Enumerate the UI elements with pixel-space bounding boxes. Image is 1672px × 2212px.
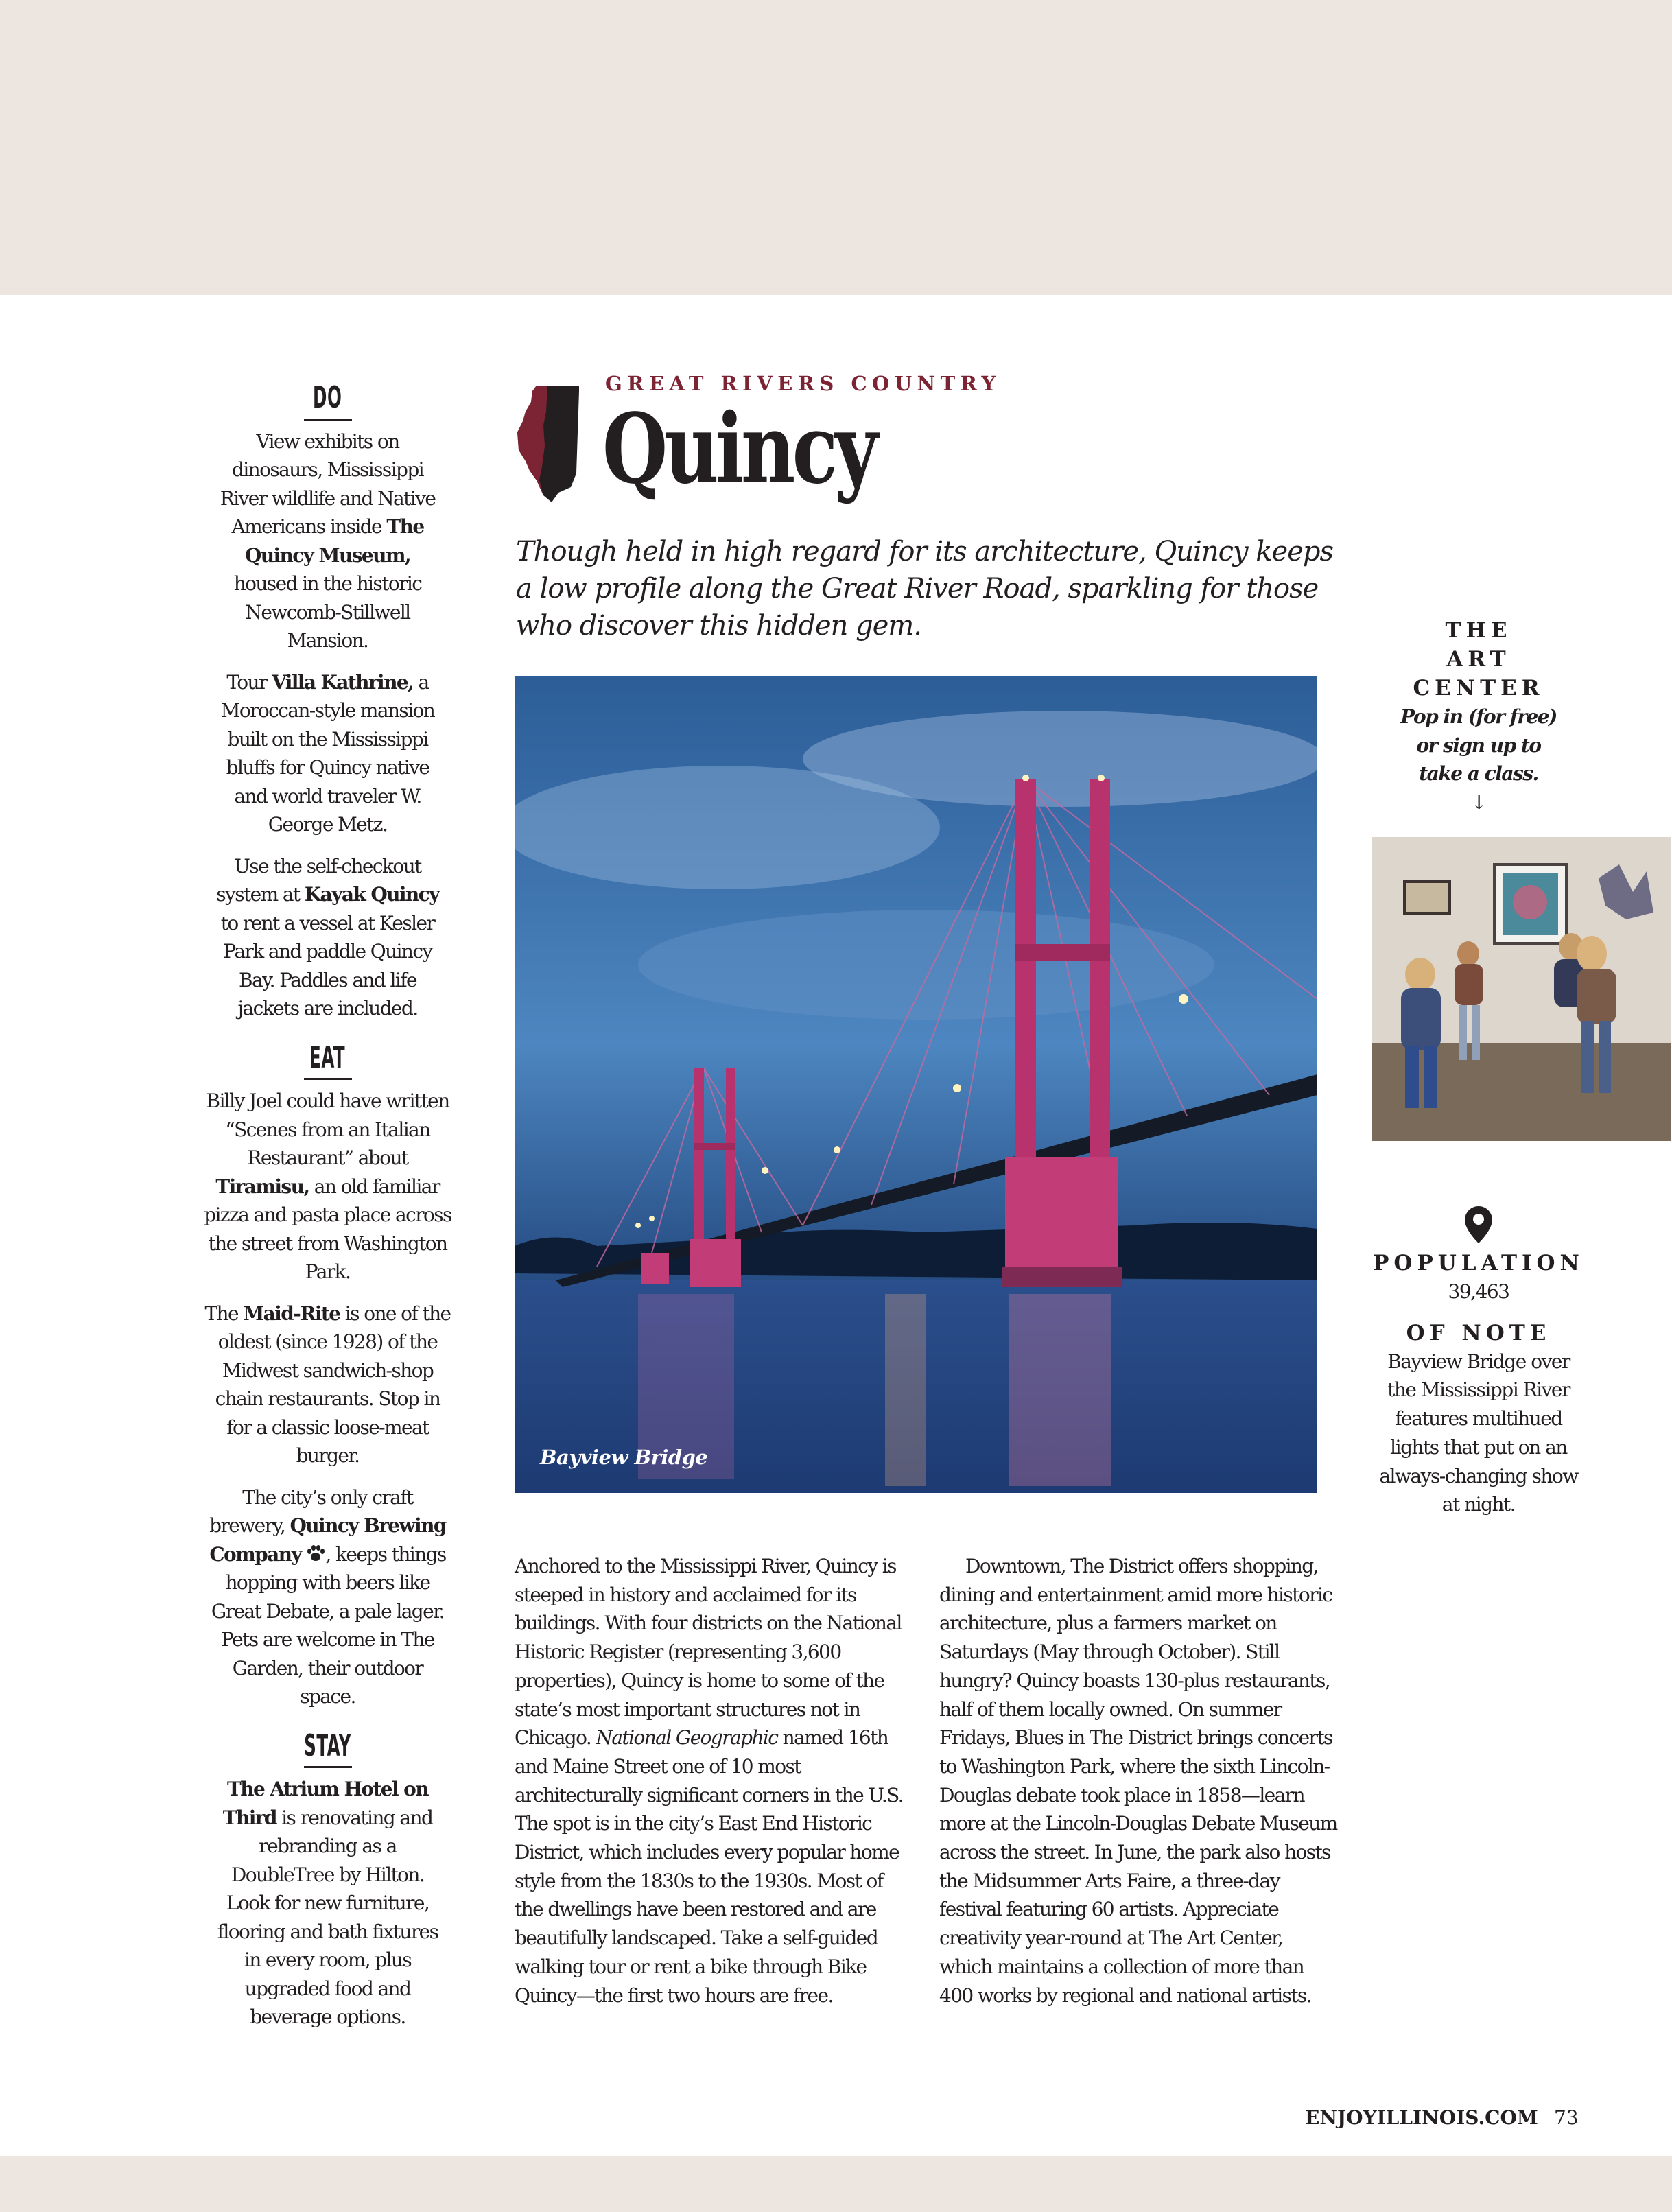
do-item-3: Use the self-checkout system at Kayak Quincy to rent a vessel at Kesler Park and paddle Quincy Bay. Paddles and life jackets are included. <box>216 854 439 1020</box>
top-color-band <box>0 0 1672 295</box>
do-heading-wrap <box>199 381 456 421</box>
map-pin-icon <box>1372 1206 1585 1246</box>
illinois-state-icon <box>516 384 581 502</box>
of-note-text: Bayview Bridge over the Mississippi River features multihued lights that put on an always-changing show at night. <box>1379 1350 1578 1516</box>
art-center-text: Pop in (for free) or sign up to take a class. <box>1400 705 1557 786</box>
population-value: 39,463 <box>1448 1280 1509 1303</box>
bottom-color-band <box>0 2156 1672 2212</box>
left-sidebar <box>199 381 456 2045</box>
population-heading: POPULATION <box>1373 1251 1584 1275</box>
stay-heading: STAY <box>304 1728 351 1763</box>
bayview-bridge-photo <box>515 676 1317 1493</box>
do-heading: DO <box>313 380 342 415</box>
footer-site: ENJOYILLINOIS.COM <box>1305 2106 1538 2129</box>
eat-item-2: The Maid-Rite is one of the oldest (since 1928) of the Midwest sandwich-shop chain restaurants. Stop in for a classic loose-meat burger. <box>204 1302 451 1467</box>
stay-heading-rule <box>304 1766 352 1768</box>
body-column-2: Downtown, The District offers shopping, dining and entertainment amid more historic architecture, plus a farmers market on Saturdays (May through October). Still hungry? Quincy boasts 130-plus restaurants, half of them locally owned. On summer Fridays, Blues in The District brings concerts to Washington Park, where the sixth Lincoln-Douglas debate took place in 1858—learn more at the Lincoln-Douglas Debate Museum across the street. In June, the park also hosts the Midsummer Arts Faire, a three-day festival featuring 60 artists. Appreciate creativity year-round at The Art Center, which maintains a collection of more than 400 works by regional and national artists. <box>939 1555 1337 2007</box>
do-item-2: Tour Villa Kathrine, a Moroccan-style mansion built on the Mississippi bluffs for Quincy native and world traveler W. George Metz. <box>220 670 435 836</box>
art-center-box <box>1372 616 1585 817</box>
do-item-1: View exhibits on dinosaurs, Mississippi River wildlife and Native Americans inside The Quincy Museum, housed in the historic Newcomb-Stillwell Mansion. <box>220 430 436 652</box>
eat-item-1: Billy Joel could have written “Scenes from an Italian Restaurant” about Tiramisu, an old familiar pizza and pasta place across the street from Washington Park. <box>204 1090 451 1283</box>
down-arrow-icon: ↓ <box>1471 791 1486 814</box>
art-center-photo <box>1372 837 1671 1141</box>
paw-icon <box>301 1543 325 1566</box>
eat-heading-rule <box>304 1078 352 1080</box>
body-column-1: Anchored to the Mississippi River, Quincy is steeped in history and acclaimed for its buildings. With four districts on the National Historic Register (representing 3,600 properties), Quincy is home to some of the state’s most important structures not in Chicago. National Geographic named 16th and Maine Street one of 10 most architecturally significant corners in the U.S. The spot is in the city’s East End Historic District, which includes every popular home style from the 1830s to the 1930s. Most of the dwellings have been restored and are beautifully landscaped. Take a self-guided walking tour or rent a bike through Bike Quincy—the first two hours are free. <box>515 1555 903 2007</box>
art-center-heading: THE ART CENTER <box>1413 618 1544 701</box>
article-dek: Though held in high regard for its architecture, Quincy keeps a low profile along the Great River Road, sparkling for those who discover this hidden gem. <box>516 536 1334 642</box>
population-box <box>1372 1206 1585 1519</box>
page-number: 73 <box>1554 2106 1579 2129</box>
page-title: Quincy <box>602 393 875 506</box>
eat-heading-wrap <box>199 1041 456 1081</box>
stay-item-1: The Atrium Hotel on Third is renovating and rebranding as a DoubleTree by Hilton. Look for new furniture, flooring and bath fixtures in every room, plus upgraded food and beverage options. <box>217 1778 438 2028</box>
eat-item-3: The city’s only craft brewery, Quincy Brewing Company , keeps things hopping with beers like Great Debate, a pale lager. Pets are welcome in The Garden, their outdoor space. <box>209 1485 446 1708</box>
stay-heading-wrap <box>199 1729 456 1769</box>
photo-caption: Bayview Bridge <box>540 1446 708 1469</box>
of-note-heading: OF NOTE <box>1406 1320 1551 1345</box>
eat-heading: EAT <box>309 1039 346 1075</box>
do-heading-rule <box>304 419 352 421</box>
section-kicker: GREAT RIVERS COUNTRY <box>605 372 1001 395</box>
